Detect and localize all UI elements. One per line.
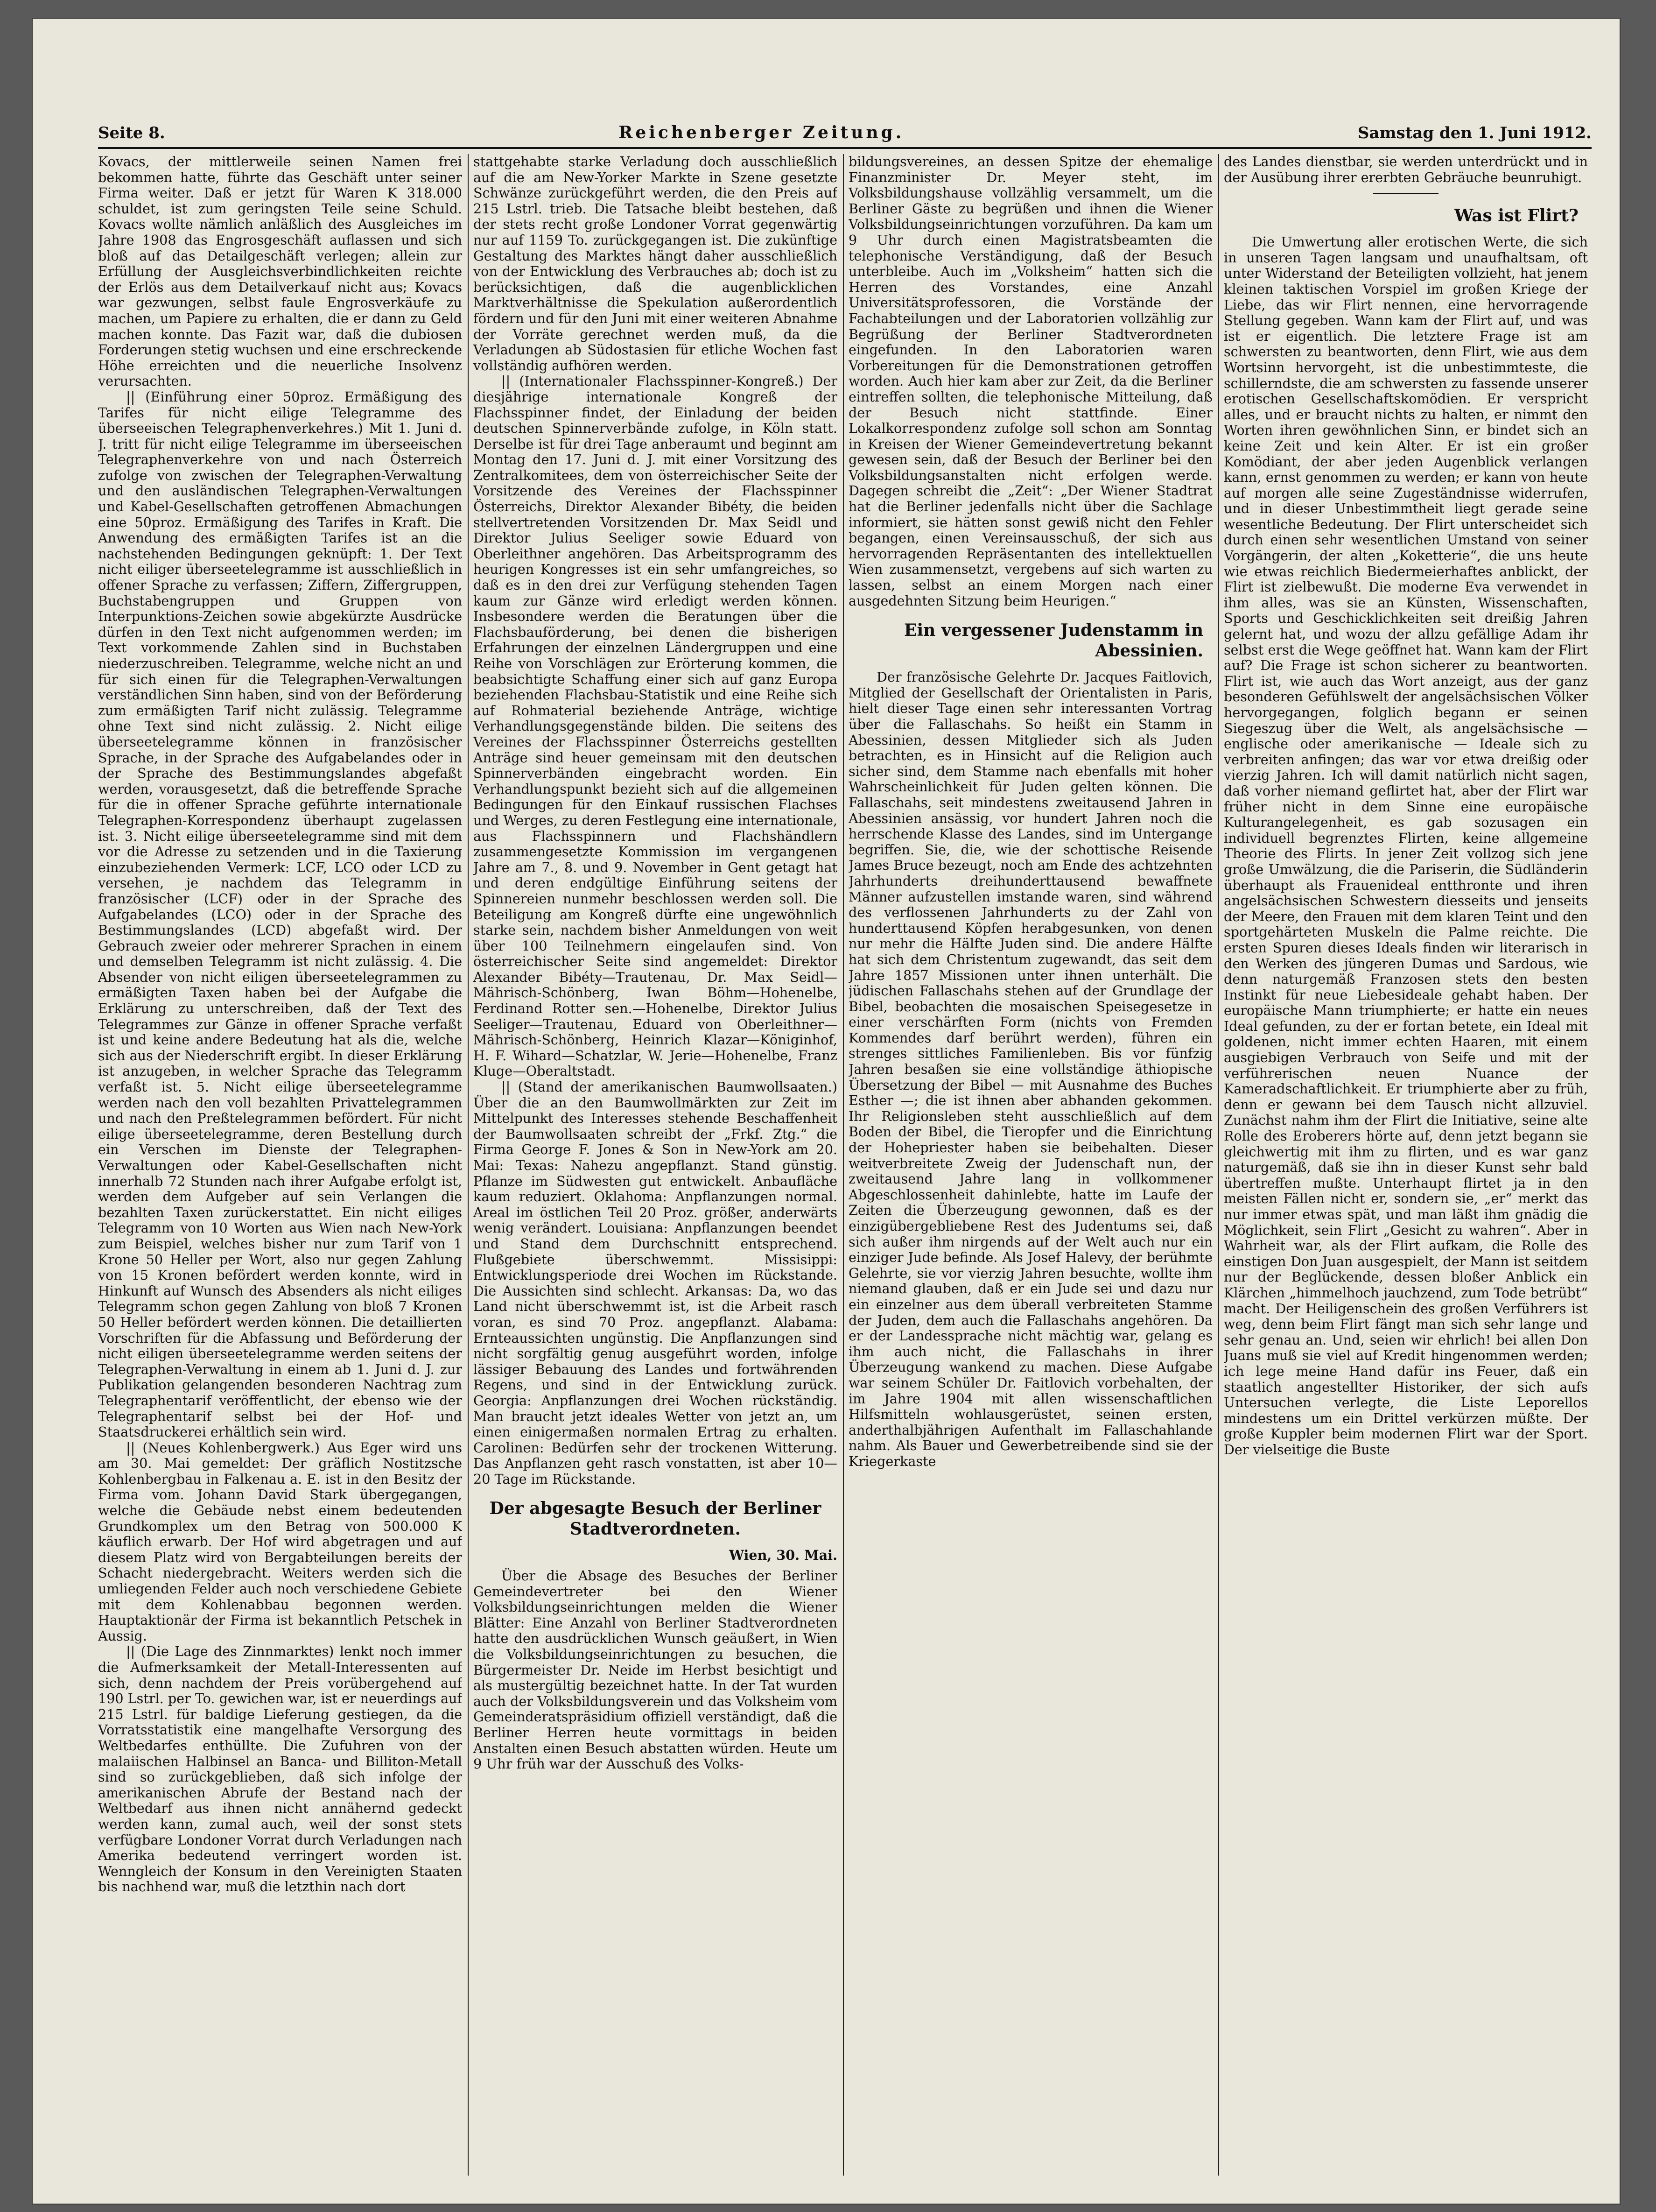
issue-date: Samstag den 1. Juni 1912.	[1357, 124, 1592, 142]
column-divider	[468, 154, 469, 2176]
masthead	[98, 114, 1592, 142]
article-paragraph: Der französische Gelehrte Dr. Jacques Faitlovich, Mitglied der Gesellschaft der Orientalisten in Paris, hielt dieser Tage einen sehr interessanten Vortrag über die Fallaschahs. So heißt ein Stamm in Abessinien, dessen Mitglieder sich als Juden betrachten, es in Hinsicht auf die Religion auch sicher sind, dem Stamme nach ebenfalls mit hoher Wahrscheinlichkeit für Juden gelten können. Die Fallaschahs, seit mindestens zweitausend Jahren in Abessinien ansässig, vor hundert Jahren noch die herrschende Klasse des Landes, sind im Untergange begriffen. Sie, die, wie der schottische Reisende James Bruce bezeugt, noch am Ende des achtzehnten Jahrhunderts dreihunderttausend bewaffnete Männer aufzustellen imstande waren, sind während des verflossenen Jahrhunderts zu der Zahl von hunderttausend Köpfen herabgesunken, von denen nur mehr die Hälfte Juden sind. Die andere Hälfte hat sich dem Christentum zugewandt, das seit dem Jahre 1857 Missionen unter ihnen unterhält. Die jüdischen Fallaschahs stehen auf der Grundlage der Bibel, beobachten die mosaischen Speisegesetze in einer verschärften Form (nichts von Fremden Kommendes darf berührt werden), führen ein strenges sittliches Familienleben. Bis vor fünfzig Jahren besaßen sie eine vollständige äthiopische Übersetzung der Bibel — mit Ausnahme des Buches Esther —; die ist ihnen aber abhanden gekommen. Ihr Religionsleben steht ausschließlich auf dem Boden der Bibel, die Tieropfer und die Einrichtung der Hohepriester haben sie beibehalten. Dieser weitverbreitete Zweig der Judenschaft nun, der zweitausend Jahre lang in vollkommener Abgeschlossenheit dahinlebte, hatte im Laufe der Zeiten die Überzeugung gewonnen, daß es der einzigübergebliebene Rest des Judentums sei, daß sich außer ihm nirgends auf der Welt auch nur ein einziger Jude befinde. Als Josef Halevy, der berühmte Gelehrte, sie vor vierzig Jahren besuchte, wollte ihm niemand glauben, daß er ein Jude sei und dazu nur ein einzelner aus dem überall verbreiteten Stamme der Juden, dem auch die Fallaschahs angehören. Da er der Landessprache nicht mächtig war, gelang es ihm auch nicht, die Fallaschahs in ihrer Überzeugung wankend zu machen. Diese Aufgabe war seinem Schüler Dr. Faitlovich vorbehalten, der im Jahre 1904 mit allen wissenschaftlichen Hilfsmitteln wohlausgerüstet, seinen ersten, anderthalbjährigen Aufenthalt im Fallaschahlande nahm. Als Bauer und Gewerbetreibende sind sie der Kriegerkaste	[849, 669, 1213, 1469]
column-4	[1224, 154, 1588, 2176]
article-paragraph: stattgehabte starke Verladung doch ausschließlich auf die am New-Yorker Markte in Szene gesetzte Schwänze zurückgeführt werden, die den Preis auf 215 Lstrl. trieb. Die Tatsache bleibt bestehen, daß der stets recht große Londoner Vorrat gegenwärtig nur auf 1159 To. zurückgegangen ist. Die zukünftige Gestaltung des Marktes hängt daher ausschließlich von der Entwicklung des Verbrauches ab; doch ist zu berücksichtigen, daß die augenblicklichen Marktverhältnisse die Spekulation außerordentlich fördern und für den Juni mit einer weiteren Abnahme der Vorräte gerechnet werden muß, da die Verladungen ab Südostasien für etliche Wochen fast vollständig aufhören werden.	[473, 154, 837, 373]
article-headline: Ein vergessener Judenstamm in Abessinien.	[904, 620, 1203, 661]
article-headline: Der abgesagte Besuch der Berliner Stadtverordneten.	[489, 1499, 821, 1539]
column-1	[98, 154, 462, 2176]
section-rule	[1373, 193, 1438, 194]
article-paragraph: || (Stand der amerikanischen Baumwollsaaten.) Über die an den Baumwollmärkten zur Zeit im Mittelpunkt des Interesses stehende Beschaffenheit der Baumwollsaaten schreibt der „Frkf. Ztg.“ die Firma George F. Jones & Son in New-York am 20. Mai: Texas: Nahezu angepflanzt. Stand günstig. Pflanze im Südwesten gut entwickelt. Anbaufläche kaum reduziert. Oklahoma: Anpflanzungen normal. Areal im östlichen Teil 20 Proz. größer, anderwärts wenig verändert. Louisiana: Anpflanzungen beendet und Stand dem Durchschnitt entsprechend. Flußgebiete überschwemmt. Missisippi: Entwicklungsperiode drei Wochen im Rückstande. Die Aussichten sind schlecht. Arkansas: Da, wo das Land nicht überschwemmt ist, ist die Arbeit rasch voran, es sind 70 Proz. angepflanzt. Alabama: Ernteaussichten ungünstig. Die Anpflanzungen sind nicht sorgfältig genug ausgeführt worden, infolge lässiger Bebauung des Landes und fortwährenden Regens, und sind in der Entwicklung zurück. Georgia: Anpflanzungen drei Wochen rückständig. Man braucht jetzt ideales Wetter von jetzt an, um einen einigermaßen normalen Ertrag zu erhalten. Carolinen: Bedürfen sehr der trockenen Witterung. Das Anpflanzen geht rasch vonstatten, ist aber 10—20 Tage im Rückstande.	[473, 1079, 837, 1487]
article-paragraph: || (Die Lage des Zinnmarktes) lenkt noch immer die Aufmerksamkeit der Metall-Interessenten auf sich, denn nachdem der Preis vorübergehend auf 190 Lstrl. per To. gewichen war, ist er neuerdings auf 215 Lstrl. für baldige Lieferung gestiegen, da die Vorratsstatistik eine mangelhafte Versorgung des Weltbedarfes enthüllte. Die Zufuhren von der malaiischen Halbinsel an Banca- und Billiton-Metall sind so zurückgeblieben, daß sich infolge der amerikanischen Abrufe der Bestand nach der Weltbedarf aus ihnen nicht annähernd gedeckt werden kann, zumal auch, weil der sonst stets verfügbare Londoner Vorrat durch Verladungen nach Amerika bedeutend verringert worden ist. Wenngleich der Konsum in den Vereinigten Staaten bis nachhend war, muß die letzthin nach dort	[98, 1643, 462, 1895]
article-paragraph: bildungsvereines, an dessen Spitze der ehemalige Finanzminister Dr. Meyer steht, im Volksbildungshause vollzählig versammelt, um die Berliner Gäste zu begrüßen und ihnen die Wiener Volksbildungseinrichtungen vorzuführen. Da kam um 9 Uhr durch einen Magistratsbeamten die telephonische Verständigung, daß der Besuch unterbleibe. Auch im „Volksheim“ hatten sich die Herren des Vorstandes, eine Anzahl Universitätsprofessoren, die Vorstände der Fachabteilungen und der Laboratorien vollzählig zur Begrüßung der Berliner Stadtverordneten eingefunden. In den Laboratorien waren Vorbereitungen für die Demonstrationen getroffen worden. Auch hier kam aber zur Zeit, da die Berliner eintreffen sollten, die telephonische Mitteilung, daß der Besuch nicht stattfinde. Einer Lokalkorrespondenz zufolge soll schon am Sonntag in Kreisen der Wiener Gemeindevertretung bekannt gewesen sein, daß der Besuch der Berliner bei den Volksbildungsanstalten nicht erfolgen werde. Dagegen schreibt die „Zeit“: „Der Wiener Stadtrat hat die Berliner jedenfalls nicht über die Sachlage informiert, sie hätten sonst gewiß nicht den Fehler begangen, einen Vereinsausschuß, der sich aus hervorragenden Repräsentanten des intellektuellen Wien zusammensetzt, vergebens auf sich warten zu lassen, selbst an einem Morgen nach einer ausgedehnten Sitzung beim Heurigen.“	[849, 154, 1213, 609]
header-rule	[98, 147, 1592, 149]
article-paragraph: Kovacs, der mittlerweile seinen Namen frei bekommen hatte, führte das Geschäft unter seiner Firma weiter. Daß er jetzt für Waren K 318.000 schuldet, ist zum geringsten Teile seine Schuld. Kovacs wollte nämlich anläßlich des Ausgleiches im Jahre 1908 das Engrosgeschäft auflassen und sich bloß auf das Detailgeschäft verlegen; allein zur Erfüllung der Ausgleichsverbindlichkeiten reichte der Erlös aus dem Detailverkauf nicht aus; Kovacs war gezwungen, selbst faule Engrosverkäufe zu machen, um Papiere zu erhalten, die er dann zu Geld machen konnte. Das Fazit war, daß die dubiosen Forderungen stetig wuchsen und eine erschreckende Höhe erreichten und die neuerliche Insolvenz verursachten.	[98, 154, 462, 389]
article-paragraph: || (Einführung einer 50proz. Ermäßigung des Tarifes für nicht eilige Telegramme des überseeischen Telegraphenverkehres.) Mit 1. Juni d. J. tritt für nicht eilige Telegramme im überseeischen Telegraphenverkehre von und nach Österreich zufolge von zwischen der Telegraphen-Verwaltung und den ausländischen Telegraphen-Verwaltungen und Kabel-Gesellschaften getroffenen Abmachungen eine 50proz. Ermäßigung des Tarifes in Kraft. Die Anwendung des ermäßigten Tarifes ist an die nachstehenden Bedingungen geknüpft: 1. Der Text nicht eiliger überseetelegramme ist ausschließlich in offener Sprache zu verfassen; Ziffern, Ziffergruppen, Buchstabengruppen und Gruppen von Interpunktions-Zeichen sowie abgekürzte Ausdrücke dürfen in den Text nicht aufgenommen werden; im Text vorkommende Zahlen sind in Buchstaben niederzuschreiben. Telegramme, welche nicht an und für sich einen für die Telegraphen-Verwaltungen verständlichen Sinn haben, sind von der Beförderung zum ermäßigten Tarif nicht zulässig. Telegramme ohne Text sind nicht zulässig. 2. Nicht eilige überseetelegramme können in französischer Sprache, in der Sprache des Aufgabelandes oder in der Sprache des Bestimmungslandes abgefaßt werden, vorausgesetzt, daß die betreffende Sprache für die in offener Sprache geführte internationale Telegraphen-Korrespondenz überhaupt zugelassen ist. 3. Nicht eilige überseetelegramme sind mit dem vor die Adresse zu setzenden und in die Taxierung einzubeziehenden Vermerk: LCF, LCO oder LCD zu versehen, je nachdem das Telegramm in französischer (LCF) oder in der Sprache des Aufgabelandes (LCO) oder in der Sprache des Bestimmungslandes (LCD) abgefaßt wird. Der Gebrauch zweier oder mehrerer Sprachen in einem und demselben Telegramm ist nicht zulässig. 4. Die Absender von nicht eiligen überseetelegrammen zu ermäßigten Taxen haben bei der Aufgabe die Erklärung zu unterschreiben, daß der Text des Telegrammes zur Gänze in offener Sprache verfaßt ist und keine andere Bedeutung hat als die, welche sich aus der Niederschrift ergibt. In dieser Erklärung ist anzugeben, in welcher Sprache das Telegramm verfaßt ist. 5. Nicht eilige überseetelegramme werden nach den voll bezahlten Privattelegrammen und nach den Preßtelegrammen befördert. Für nicht eilige überseetelegramme, deren Bestellung durch ein Verschen im Dienste der Telegraphen-Verwaltungen oder Kabel-Gesellschaften nicht innerhalb 72 Stunden nach ihrer Aufgabe erfolgt ist, werden dem Aufgeber auf sein Verlangen die bezahlten Taxen zurückerstattet. Ein nicht eiliges Telegramm von 10 Worten aus Wien nach New-York zum Beispiel, welches bisher nur zum Tarif von 1 Krone 50 Heller per Wort, also nur gegen Zahlung von 15 Kronen befördert werden konnte, wird in Hinkunft auf Wunsch des Absenders als nicht eiliges Telegramm schon gegen Zahlung von bloß 7 Kronen 50 Heller befördert werden können. Die detaillierten Vorschriften für die Abfassung und Beförderung der nicht eiligen überseetelegramme werden seitens der Telegraphen-Verwaltung in einem ab 1. Juni d. J. zur Publikation gelangenden besonderen Nachtrag zum Telegraphentarif veröffentlicht, der ebenso wie der Telegraphentarif selbst bei der Hof- und Staatsdruckerei erhältlich sein wird.	[98, 388, 462, 1440]
newspaper-title: Reichenberger Zeitung.	[618, 123, 905, 142]
article-dateline: Wien, 30. Mai.	[729, 1547, 837, 1564]
column-divider	[843, 154, 844, 2176]
column-divider	[1218, 154, 1219, 2176]
article-headline: Was ist Flirt?	[1454, 206, 1579, 226]
article-paragraph: || (Internationaler Flachsspinner-Kongreß.) Der diesjährige internationale Kongreß der Flachsspinner findet, der Einladung der beiden deutschen Spinnerverbände zufolge, in Köln statt. Derselbe ist für drei Tage anberaumt und beginnt am Montag den 17. Juni d. J. mit einer Vorsitzung des Zentralkomitees, dem von österreichischer Seite der Vorsitzende des Vereines der Flachsspinner Österreichs, Direktor Alexander Bibéty, die beiden stellvertretenden Vorsitzenden Dr. Max Seidl und Direktor Julius Seeliger sowie Eduard von Oberleithner angehören. Das Arbeitsprogramm des heurigen Kongresses ist ein sehr umfangreiches, so daß es in den drei zur Verfügung stehenden Tagen kaum zur Gänze wird erledigt werden können. Insbesondere werden die Beratungen über die Flachsbauförderung, bei denen die bisherigen Erfahrungen der einzelnen Ländergruppen und eine Reihe von Vorschlägen zur Erörterung kommen, die beabsichtigte Schaffung einer sich auf ganz Europa beziehenden Flachsbau-Statistik und eine Reihe sich auf Rohmaterial beziehende Anträge, wichtige Verhandlungsgegenstände bilden. Die seitens des Vereines der Flachsspinner Österreichs gestellten Anträge sind heuer gemeinsam mit den deutschen Spinnerverbänden eingebracht worden. Ein Verhandlungspunkt bezieht sich auf die allgemeinen Bedingungen für den Einkauf russischen Flachses und Werges, zu deren Festlegung eine internationale, aus Flachsspinnern und Flachshändlern zusammengesetzte Kommission im vergangenen Jahre am 7., 8. und 9. November in Gent getagt hat und deren endgültige Einführung seitens der Spinnereien nunmehr beschlossen werden soll. Die Beteiligung am Kongreß dürfte eine ungewöhnlich starke sein, nachdem bisher Anmeldungen von weit über 100 Teilnehmern eingelaufen sind. Von österreichischer Seite sind angemeldet: Direktor Alexander Bibéty—Trautenau, Dr. Max Seidl—Mährisch-Schönberg, Iwan Böhm—Hohenelbe, Ferdinand Rotter sen.—Hohenelbe, Direktor Julius Seeliger—Trautenau, Eduard von Oberleithner—Mährisch-Schönberg, Heinrich Klazar—Königinhof, H. F. Wihard—Schatzlar, W. Jerie—Hohenelbe, Franz Kluge—Oberaltstadt.	[473, 373, 837, 1079]
article-paragraph: Über die Absage des Besuches der Berliner Gemeindevertreter bei den Wiener Volksbildungseinrichtungen melden die Wiener Blätter: Eine Anzahl von Berliner Stadtverordneten hatte den ausdrücklichen Wunsch geäußert, in Wien die Volksbildungseinrichtungen zu besuchen, die Bürgermeister Dr. Neide im Herbst besichtigt und als mustergültig bezeichnet hatte. In der Tat wurden auch der Volksbildungsverein und das Volksheim vom Gemeinderatspräsidium offiziell verständigt, daß die Berliner Herren heute vormittags in beiden Anstalten einen Besuch abstatten würden. Heute um 9 Uhr früh war der Ausschuß des Volks-	[473, 1568, 837, 1772]
article-paragraph: des Landes dienstbar, sie werden unterdrückt und in der Ausübung ihrer ererbten Gebräuche beunruhigt.	[1224, 154, 1588, 185]
column-2	[473, 154, 837, 2176]
column-3	[849, 154, 1213, 2176]
article-paragraph: Die Umwertung aller erotischen Werte, die sich in unseren Tagen langsam und unaufhaltsam, oft unter Widerstand der Beteiligten vollzieht, hat jenem kleinen taktischen Vorspiel im großen Kriege der Liebe, das wir Flirt nennen, eine hervorragende Stellung gegeben. Wann kam der Flirt auf, und was ist er eigentlich. Die letztere Frage ist am schwersten zu beantworten, denn Flirt, wie aus dem Wortsinn hervorgeht, ist die unbestimmteste, die schillerndste, die am schwersten zu fassende unserer erotischen Gesellschaftskomödien. Er verspricht alles, und er braucht nichts zu halten, er nimmt den Worten ihren gewöhnlichen Sinn, er bindet sich an keine Zeit und kein Alter. Er ist ein großer Komödiant, der aber jeden Augenblick verlangen kann, ernst genommen zu werden; er kann von heute auf morgen alle seine Zugeständnisse widerrufen, und in dieser Unbestimmtheit liegt gerade seine wesentliche Bedeutung. Der Flirt unterscheidet sich durch einen sehr wesentlichen Umstand von seiner Vorgängerin, der alten „Koketterie“, die uns heute wie etwas reichlich Biedermeierhaftes anblickt, der Flirt ist zielbewußt. Die moderne Eva verwendet in ihm alles, was sie an Künsten, Wissenschaften, Sports und Geschicklichkeiten seit dreißig Jahren gelernt hat, und wozu der allzu gefällige Adam ihr selbst erst die Wege geöffnet hat. Wann kam der Flirt auf? Die Frage ist schon sicherer zu beantworten. Flirt ist, wie auch das Wort anzeigt, aus der ganz besonderen Gefühlswelt der angelsächsischen Völker hervorgegangen, folglich begann er seinen Siegeszug über die Welt, als angelsächsische — englische oder amerikanische — Ideale sich zu verbreiten anfingen; das war vor etwa dreißig oder vierzig Jahren. Ich will damit natürlich nicht sagen, daß vorher niemand geflirtet hat, aber der Flirt war früher nicht in dem Sinne eine europäische Kulturangelegenheit, es gab sozusagen ein individuell begrenztes Flirten, keine allgemeine Theorie des Flirts. In jener Zeit vollzog sich jene große Umwälzung, die die Pariserin, die Südländerin überhaupt als Frauenideal entthronte und ihren angelsächsischen Schwestern diesseits und jenseits der Meere, den Frauen mit dem klaren Teint und den sportgehärteten Muskeln die Palme reichte. Die ersten Spuren dieses Ideals finden wir literarisch in den Werken des jüngeren Dumas und Sardous, wie denn naturgemäß Franzosen stets den besten Instinkt für neue Liebesideale gehabt haben. Der europäische Mann triumphierte; er hatte ein neues Ideal gefunden, zu der er fortan betete, ein Ideal mit goldenen, nicht immer echten Haaren, mit einem ausgiebigen Verbrauch von Seife und mit der verführerischen neuen Nuance der Kameradschaftlichkeit. Er triumphierte aber zu früh, denn er gewann bei dem Tausch nicht allzuviel. Zunächst nahm ihm der Flirt die Initiative, seine alte Rolle des Eroberers hörte auf, denn jetzt begann sie gleichwertig mit ihm zu flirten, und es war ganz naturgemäß, daß sie ihn in dieser Kunst sehr bald übertreffen mußte. Unterhaupt flirtet ja in den meisten Fällen nicht er, sondern sie, „er“ merkt das nur immer etwas spät, und man läßt ihm gnädig die Möglichkeit, sein Flirt „Gesicht zu wahren“. Aber in Wahrheit war, als der Flirt aufkam, die Rolle des einstigen Don Juan ausgespielt, der Mann ist seitdem nur der Beglückende, dessen bloßer Anblick ein Klärchen „himmelhoch jauchzend, zum Tode betrübt“ macht. Der Heiligenschein des großen Verführers ist weg, denn beim Flirt fängt man sich sehr lange und sehr genau an. Und, seien wir ehrlich! bei allen Don Juans muß sie viel auf Kredit hingenommen werden; ich lege meine Hand dafür ins Feuer, daß ein staatlich angestellter Historiker, der sich aufs Untersuchen verlegte, die Liste Leporellos mindestens um ein Drittel verkürzen müßte. Der große Kuppler beim modernen Flirt war der Sport. Der vielseitige die Buste	[1224, 234, 1588, 1458]
page-number: Seite 8.	[98, 124, 165, 142]
article-paragraph: || (Neues Kohlenbergwerk.) Aus Eger wird uns am 30. Mai gemeldet: Der gräflich Nostitzsche Kohlenbergbau in Falkenau a. E. ist in den Besitz der Firma vom. Johann David Stark übergegangen, welche die Gebäude nebst einem bedeutenden Grundkomplex um den Betrag von 500.000 K käuflich erwarb. Der Hof wird abgetragen und auf diesem Platz wird von Bergabteilungen bereits der Schacht niedergebracht. Weiters werden sich die umliegenden Felder auch noch verschiedene Gebiete mit dem Kohlenabbau begonnen werden. Hauptaktionär der Firma ist bekanntlich Petschek in Aussig.	[98, 1439, 462, 1644]
newspaper-page	[33, 19, 1620, 2204]
